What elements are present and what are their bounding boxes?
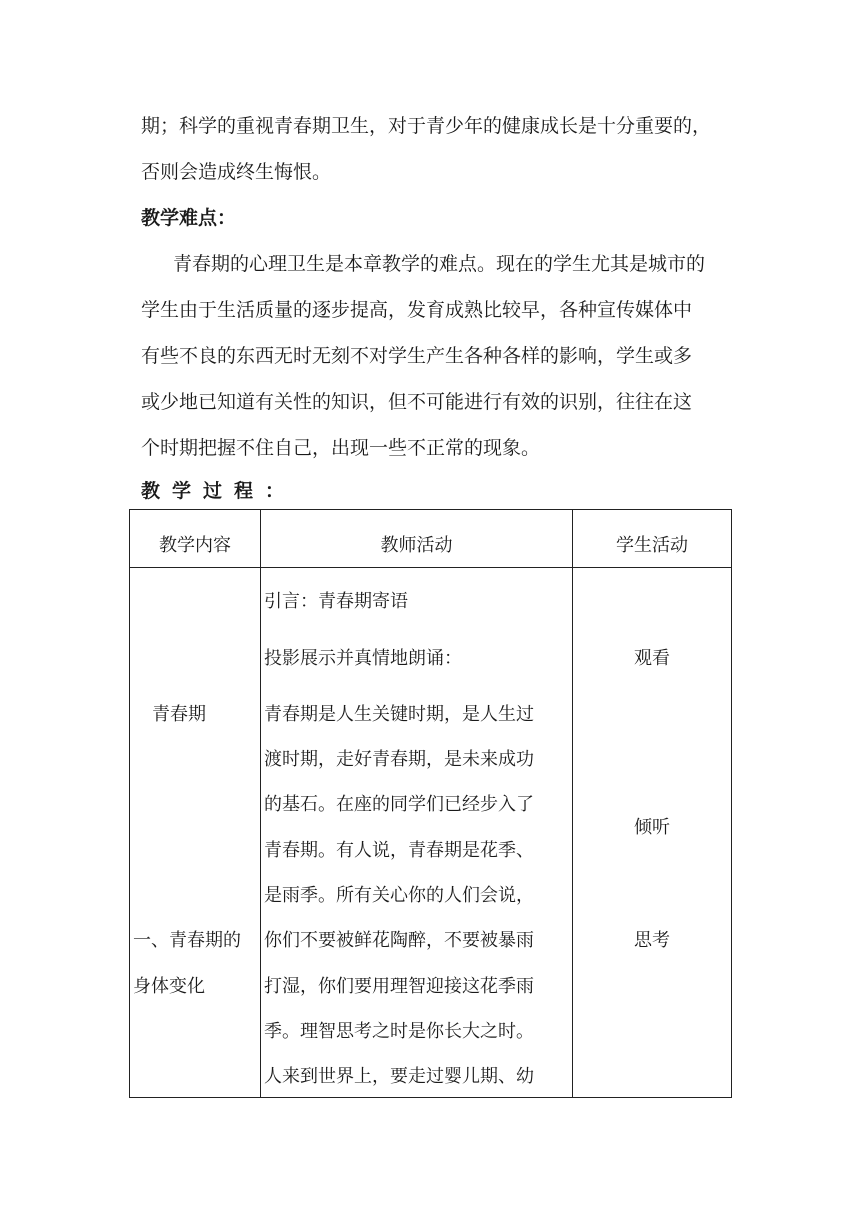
difficulty-line-1: 青春期的心理卫生是本章教学的难点。现在的学生尤其是城市的: [173, 253, 706, 275]
content-item: 身体变化: [133, 976, 205, 997]
header-student-cell: [573, 510, 732, 568]
teacher-cell: [261, 568, 573, 1098]
content-item: 青春期: [152, 704, 206, 725]
header-content: 教学内容: [159, 535, 231, 556]
teacher-line: 渡时期，走好青春期，是未来成功: [264, 749, 534, 770]
teacher-line: 投影展示并真情地朗诵：: [264, 648, 462, 669]
student-item: 观看: [634, 648, 670, 669]
intro-line-1: 期；科学的重视青春期卫生，对于青少年的健康成长是十分重要的，: [141, 115, 712, 137]
process-heading: 教学过程：: [141, 480, 297, 502]
student-item: 倾听: [634, 817, 670, 838]
difficulty-line-5: 个时期把握不住自己，出现一些不正常的现象。: [141, 437, 541, 459]
teacher-line: 季。理智思考之时是你长大之时。: [264, 1021, 534, 1042]
header-teacher-cell: [261, 510, 573, 568]
table-row: [130, 568, 732, 1098]
content-cell: [130, 568, 261, 1098]
difficulty-line-2: 学生由于生活质量的逐步提高，发育成熟比较早，各种宣传媒体中: [141, 299, 693, 321]
teacher-line: 是雨季。所有关心你的人们会说，: [264, 885, 534, 906]
teacher-line: 人来到世界上，要走过婴儿期、幼: [264, 1066, 534, 1087]
difficulty-line-4: 或少地已知道有关性的知识，但不可能进行有效的识别，往往在这: [141, 391, 693, 413]
teacher-line: 青春期是人生关键时期，是人生过: [264, 704, 534, 725]
student-item: 思考: [634, 930, 670, 951]
teacher-line: 青春期。有人说，青春期是花季、: [264, 840, 534, 861]
student-cell: [573, 568, 732, 1098]
teacher-line: 打湿，你们要用理智迎接这花季雨: [264, 976, 534, 997]
table-header-row: [130, 510, 732, 568]
teacher-line: 引言：青春期寄语: [264, 591, 408, 612]
header-student: 学生活动: [616, 535, 688, 556]
lesson-table: [129, 509, 732, 1098]
content-item: 一、青春期的: [133, 930, 241, 951]
difficulty-line-3: 有些不良的东西无时无刻不对学生产生各种各样的影响，学生或多: [141, 345, 693, 367]
intro-line-2: 否则会造成终生悔恨。: [141, 161, 332, 183]
teacher-line: 的基石。在座的同学们已经步入了: [264, 794, 534, 815]
difficulty-heading: 教学难点：: [141, 207, 237, 229]
header-content-cell: [130, 510, 261, 568]
header-teacher: 教师活动: [380, 535, 453, 556]
teacher-line: 你们不要被鲜花陶醉，不要被暴雨: [264, 930, 534, 951]
